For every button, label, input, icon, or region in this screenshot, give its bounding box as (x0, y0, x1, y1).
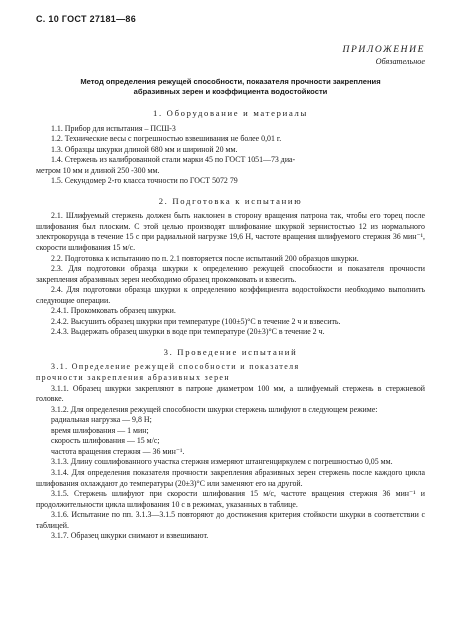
item-1-5: 1.5. Секундомер 2-го класса точности по ГОСТ 5072 79 (51, 176, 238, 186)
paragraph-3-1-3: 3.1.3. Длину сошлифованного участка стержня измеряют штангенциркулем с погрешностью 0,05 мм. (51, 457, 393, 467)
document-title-line-1: Метод определения режущей способности, показателя прочности закрепления (80, 77, 381, 86)
document-title-line-2: абразивных зерен и коэффициента водостойкости (133, 87, 328, 96)
paragraph-3-1-1: 3.1.1. Образец шкурки закрепляют в патроне диаметром 100 мм, а шлифуемый стержень в стержневой головке. (36, 383, 425, 404)
document-title (36, 77, 425, 97)
section-3-heading: 3. Проведение испытаний (163, 346, 298, 357)
paragraph-2-3: 2.3. Для подготовки образца шкурки к определению режущей способности и показателя прочности закрепления абразивных зерен необходимо образец прокомковать и взвесить. (36, 264, 425, 284)
section-1-heading: 1. Оборудование и материалы (152, 108, 309, 118)
subsection-3-1-title-line-2: прочности закрепления абразивных зерен (36, 373, 230, 383)
paragraph-3-1-5: 3.1.5. Стержень шлифуют при скорости шлифования 15 м/с, частоте вращения стержня 36 мин⁻¹ и продолжительности цикла шлифования 10 с в режимах, указанных в таблице. (36, 489, 425, 509)
paragraph-2-2: 2.2. Подготовка к испытанию по п. 2.1 повторяется после испытаний 200 образцов шкурки. (51, 253, 359, 263)
paragraph-2-1: 2.1. Шлифуемый стержень должен быть наклонен в сторону вращения патрона так, чтобы его торец после шлифования был плоским. С этой целью производят шлифование шкуркой зернистостью 12 из нормального электрокорунда в течение 15 с при радиальной нагрузке 19,6 Н, частоте вращения шлифуемого стержня 36 мин⁻¹, скорости шлифования 15 м/с. (36, 211, 425, 253)
paragraph-3-1-2: 3.1.2. Для определения режущей способности шкурки стержень шлифуют в следующем режиме: (51, 404, 378, 414)
paragraph-2-4-2: 2.4.2. Высушить образец шкурки при температуре (100±5)°С в течение 2 ч и взвесить. (51, 316, 341, 326)
page-number-label: С. 10 ГОСТ 27181—86 (36, 14, 137, 24)
paragraph-2-4-3: 2.4.3. Выдержать образец шкурки в воде при температуре (20±3)°С в течение 2 ч. (51, 327, 325, 337)
paragraph-3-1-7: 3.1.7. Образец шкурки снимают и взвешивают. (51, 531, 209, 541)
paragraph-2-4: 2.4. Для подготовки образца шкурки к определению коэффициента водостойкости необходимо выполнить следующие операции. (36, 285, 425, 305)
mode-line: скорость шлифования — 15 м/с; (51, 436, 160, 446)
appendix-block (36, 44, 425, 67)
mode-line: частота вращения стержня — 36 мин⁻¹. (51, 446, 185, 456)
mode-line: радиальная нагрузка — 9,8 Н; (51, 415, 152, 425)
mode-line: время шлифования — 1 мин; (51, 425, 149, 435)
appendix-status: Обязательное (375, 57, 425, 66)
subsection-3-1-title-line-1: 3.1. Определение режущей способности и показателя (51, 362, 300, 372)
item-1-3: 1.3. Образцы шкурки длиной 680 мм и шириной 20 мм. (51, 144, 238, 154)
item-1-1: 1.1. Прибор для испытания – ПСШ-3 (51, 123, 176, 133)
paragraph-3-1-6: 3.1.6. Испытание по пп. 3.1.3—3.1.5 повторяют до достижения критерия стойкости шкурки в соответствии с таблицей. (36, 510, 425, 530)
item-1-4-line-1: 1.4. Стержень из калиброванной стали марки 45 по ГОСТ 1051—73 диа- (51, 155, 296, 165)
page-header (36, 14, 425, 28)
paragraph-3-1-4: 3.1.4. Для определения показателя прочности закрепления абразивных зерен стержень после каждого цикла шлифования охлаждают до температуры (20±3)°С или заменяют его на другой. (36, 467, 425, 488)
item-1-2: 1.2. Технические весы с погрешностью взвешивания не более 0,01 г. (51, 134, 282, 144)
paragraph-2-4-1: 2.4.1. Прокомковать образец шкурки. (51, 306, 176, 316)
section-2-heading: 2. Подготовка к испытанию (158, 195, 303, 206)
item-1-4-line-2: метром 10 мм и длиной 250 -300 мм. (36, 165, 160, 175)
appendix-title: ПРИЛОЖЕНИЕ (342, 45, 425, 55)
